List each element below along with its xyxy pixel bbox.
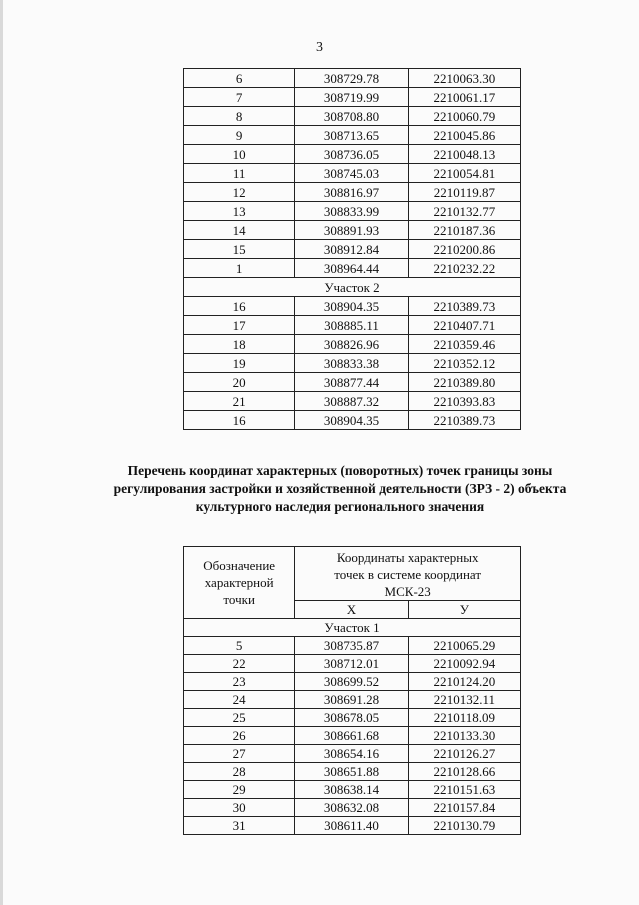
cell-x: 308877.44 (295, 373, 408, 392)
cell-y: 2210054.81 (408, 164, 520, 183)
cell-x: 308887.32 (295, 392, 408, 411)
cell-x: 308885.11 (295, 316, 408, 335)
heading-line-2: регулирования застройки и хозяйственной деятельности (ЗРЗ - 2) объекта (113, 481, 567, 496)
table-row (184, 316, 521, 335)
cell-x: 308735.87 (295, 637, 408, 655)
heading-line-1: Перечень координат характерных (поворотных) точек границы зоны (127, 463, 553, 478)
cell-y: 2210187.36 (408, 221, 520, 240)
cell-point-id: 13 (184, 202, 295, 221)
table-row (184, 655, 521, 673)
cell-x: 308661.68 (295, 727, 408, 745)
cell-point-id: 25 (184, 709, 295, 727)
cell-x: 308713.65 (295, 126, 408, 145)
header-name-line: точки (223, 592, 255, 607)
cell-y: 2210352.12 (408, 354, 520, 373)
cell-point-id: 10 (184, 145, 295, 164)
table-body-section-1 (184, 69, 521, 278)
table-row (184, 183, 521, 202)
cell-point-id: 17 (184, 316, 295, 335)
cell-y: 2210389.73 (408, 411, 520, 430)
table-row (184, 817, 521, 835)
cell-point-id: 20 (184, 373, 295, 392)
cell-y: 2210407.71 (408, 316, 520, 335)
cell-x: 308611.40 (295, 817, 408, 835)
cell-y: 2210157.84 (408, 799, 520, 817)
cell-x: 308904.35 (295, 411, 408, 430)
header-y: У (408, 601, 520, 619)
cell-x: 308912.84 (295, 240, 408, 259)
table-row (184, 240, 521, 259)
table-row (184, 202, 521, 221)
table-header (184, 547, 521, 637)
cell-x: 308651.88 (295, 763, 408, 781)
cell-y: 2210389.73 (408, 297, 520, 316)
table-row (184, 259, 521, 278)
cell-y: 2210359.46 (408, 335, 520, 354)
table-row (184, 335, 521, 354)
cell-x: 308904.35 (295, 297, 408, 316)
cell-x: 308699.52 (295, 673, 408, 691)
section-heading (60, 462, 620, 516)
cell-point-id: 24 (184, 691, 295, 709)
cell-x: 308833.99 (295, 202, 408, 221)
cell-x: 308719.99 (295, 88, 408, 107)
cell-point-id: 12 (184, 183, 295, 202)
cell-x: 308745.03 (295, 164, 408, 183)
cell-point-id: 14 (184, 221, 295, 240)
table-row (184, 745, 521, 763)
cell-y: 2210132.77 (408, 202, 520, 221)
cell-y: 2210119.87 (408, 183, 520, 202)
cell-point-id: 29 (184, 781, 295, 799)
table-body-section-2 (184, 297, 521, 430)
table-row (184, 691, 521, 709)
header-x: Х (295, 601, 408, 619)
table-row (184, 637, 521, 655)
cell-x: 308964.44 (295, 259, 408, 278)
table-row (184, 373, 521, 392)
section-label: Участок 1 (184, 619, 521, 637)
cell-y: 2210124.20 (408, 673, 520, 691)
cell-y: 2210151.63 (408, 781, 520, 799)
header-name-line: характерной (204, 575, 274, 590)
header-coords-line: точек в системе координат (334, 567, 482, 582)
coordinates-table (183, 546, 521, 835)
cell-point-id: 9 (184, 126, 295, 145)
cell-y: 2210232.22 (408, 259, 520, 278)
cell-x: 308891.93 (295, 221, 408, 240)
header-coords-line: МСК-23 (384, 584, 431, 599)
cell-point-id: 31 (184, 817, 295, 835)
cell-point-id: 11 (184, 164, 295, 183)
page-edge (0, 0, 3, 905)
table-body (184, 637, 521, 835)
table-row (184, 727, 521, 745)
cell-point-id: 28 (184, 763, 295, 781)
cell-x: 308632.08 (295, 799, 408, 817)
cell-x: 308826.96 (295, 335, 408, 354)
cell-point-id: 21 (184, 392, 295, 411)
cell-point-id: 19 (184, 354, 295, 373)
header-coordinates (295, 547, 521, 601)
cell-point-id: 27 (184, 745, 295, 763)
table-row (184, 107, 521, 126)
cell-y: 2210126.27 (408, 745, 520, 763)
cell-y: 2210065.29 (408, 637, 520, 655)
cell-y: 2210130.79 (408, 817, 520, 835)
table-row (184, 126, 521, 145)
cell-x: 308708.80 (295, 107, 408, 126)
cell-x: 308678.05 (295, 709, 408, 727)
cell-y: 2210118.09 (408, 709, 520, 727)
section-label: Участок 2 (184, 278, 521, 297)
table-row (184, 88, 521, 107)
coordinates-table-continued (183, 68, 521, 430)
table-row (184, 145, 521, 164)
cell-y: 2210200.86 (408, 240, 520, 259)
cell-x: 308638.14 (295, 781, 408, 799)
cell-y: 2210048.13 (408, 145, 520, 164)
cell-point-id: 15 (184, 240, 295, 259)
cell-point-id: 7 (184, 88, 295, 107)
cell-y: 2210045.86 (408, 126, 520, 145)
table-row (184, 673, 521, 691)
cell-point-id: 6 (184, 69, 295, 88)
table-row (184, 69, 521, 88)
table-row (184, 781, 521, 799)
cell-x: 308729.78 (295, 69, 408, 88)
cell-point-id: 5 (184, 637, 295, 655)
cell-x: 308736.05 (295, 145, 408, 164)
header-point-name (184, 547, 295, 619)
cell-y: 2210393.83 (408, 392, 520, 411)
header-coords-line: Координаты характерных (336, 550, 479, 565)
cell-x: 308691.28 (295, 691, 408, 709)
cell-y: 2210128.66 (408, 763, 520, 781)
cell-y: 2210133.30 (408, 727, 520, 745)
table-row (184, 164, 521, 183)
cell-y: 2210063.30 (408, 69, 520, 88)
cell-y: 2210061.17 (408, 88, 520, 107)
cell-point-id: 26 (184, 727, 295, 745)
cell-y: 2210132.11 (408, 691, 520, 709)
cell-y: 2210092.94 (408, 655, 520, 673)
page-number: 3 (316, 40, 323, 55)
cell-point-id: 16 (184, 297, 295, 316)
cell-point-id: 8 (184, 107, 295, 126)
cell-x: 308712.01 (295, 655, 408, 673)
cell-point-id: 1 (184, 259, 295, 278)
table-row (184, 392, 521, 411)
table-row (184, 354, 521, 373)
header-name-line: Обозначение (203, 558, 276, 573)
cell-point-id: 30 (184, 799, 295, 817)
cell-point-id: 16 (184, 411, 295, 430)
cell-y: 2210389.80 (408, 373, 520, 392)
table-row (184, 709, 521, 727)
cell-point-id: 22 (184, 655, 295, 673)
table-row (184, 763, 521, 781)
table-row (184, 411, 521, 430)
table-row (184, 799, 521, 817)
cell-point-id: 23 (184, 673, 295, 691)
cell-x: 308833.38 (295, 354, 408, 373)
cell-y: 2210060.79 (408, 107, 520, 126)
header-row (184, 547, 521, 601)
table-row (184, 297, 521, 316)
table-section-2-header (184, 278, 521, 297)
section-row (184, 619, 521, 637)
cell-x: 308654.16 (295, 745, 408, 763)
table-row (184, 221, 521, 240)
section-row (184, 278, 521, 297)
heading-line-3: культурного наследия регионального значения (195, 499, 485, 514)
cell-point-id: 18 (184, 335, 295, 354)
cell-x: 308816.97 (295, 183, 408, 202)
